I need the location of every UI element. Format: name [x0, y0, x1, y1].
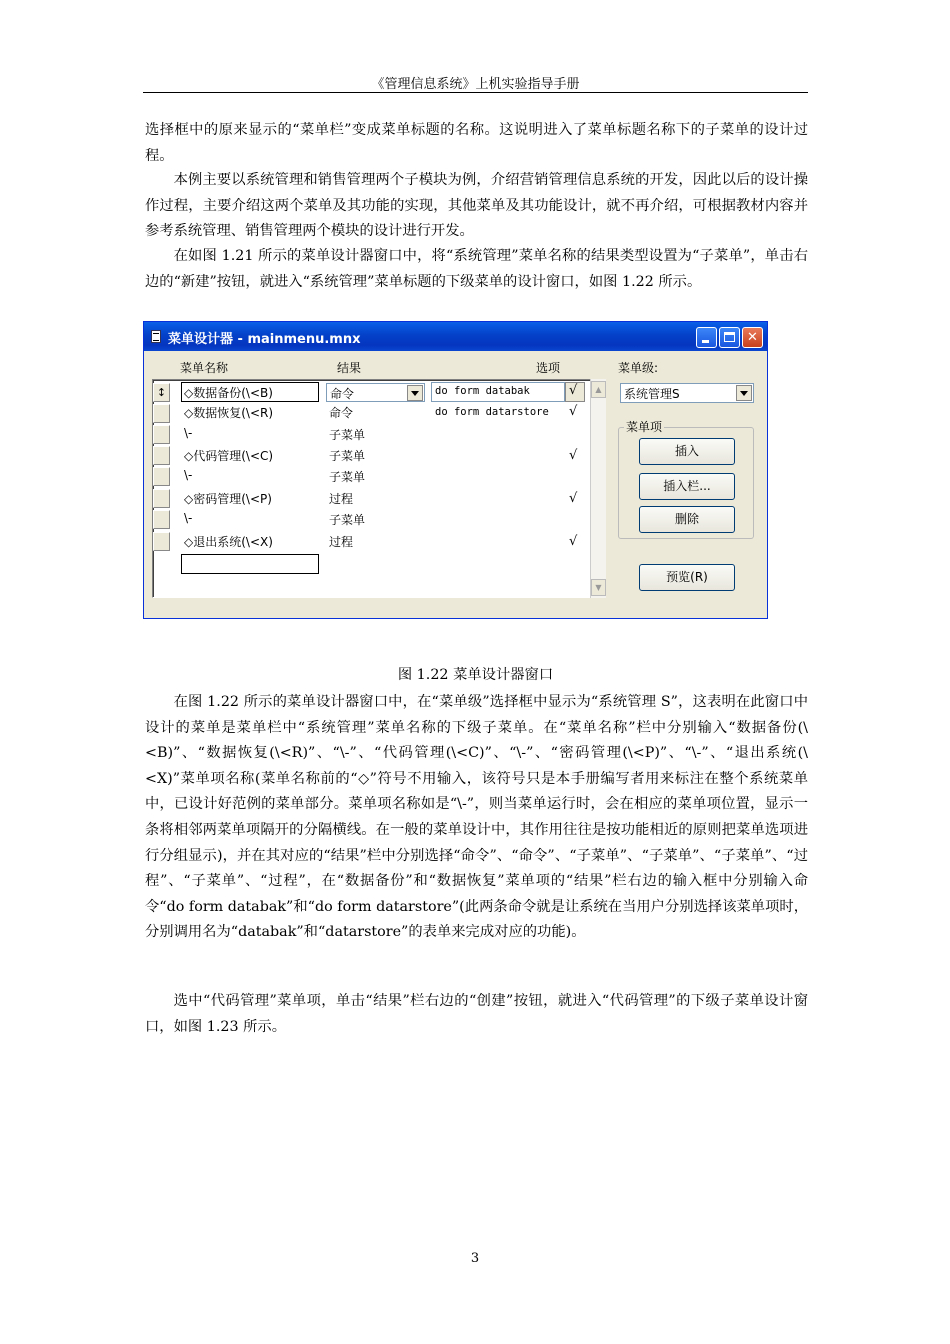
- page-header: 《管理信息系统》上机实验指导手册: [371, 77, 580, 92]
- row-move-handle[interactable]: [153, 404, 170, 423]
- result-select-value: 命令: [330, 387, 355, 401]
- result-cell[interactable]: 命令: [329, 406, 354, 420]
- options-check: √: [569, 383, 578, 398]
- figure-caption: 图 1.22 菜单设计器窗口: [397, 667, 554, 683]
- options-check: √: [569, 534, 578, 549]
- menu-designer-window: [143, 321, 768, 619]
- menu-level-select[interactable]: [620, 383, 754, 403]
- insert-bar-button[interactable]: 插入栏...: [639, 473, 735, 500]
- command-cell[interactable]: do form datarstore: [435, 406, 549, 418]
- new-menu-name-input[interactable]: [181, 554, 319, 574]
- result-cell[interactable]: 子菜单: [329, 470, 366, 484]
- row-move-handle[interactable]: [153, 532, 170, 551]
- row-move-handle[interactable]: [153, 489, 170, 508]
- paragraph-4: 在图 1.22 所示的菜单设计器窗口中，在“菜单级”选择框中显示为“系统管理 S”，这表明在此窗口中设计的菜单是菜单栏中“系统管理”菜单名称的下级子菜单。在“菜单名称”栏中分别输入“数据备份(\<B)”、“数据恢复(\<R)”、“\-”、“代码管理(\<C)”、“\-”、“密码管理(\<P)”、“\-”、“退出系统(\<X)”菜单项名称(菜单名称前的“◇”符号不用输入，该符号只是本手册编写者用来标注在整个系统菜单中，已设计好范例的菜单部分。菜单项名称如是“\-”，则当菜单运行时，会在相应的菜单项位置，显示一条将相邻两菜单项隔开的分隔横线。在一般的菜单设计中，其作用往往是按功能相近的原则把菜单选项进行分组显示)，并在其对应的“结果”栏中分别选择“命令”、“命令”、“子菜单”、“子菜单”、“子菜单”、“过程”、“子菜单”、“过程”，在“数据备份”和“数据恢复”菜单项的“结果”栏右边的输入框中分别输入命令“do form databak”和“do form datarstore”(此两条命令就是让系统在当用户分别选择该菜单项时，分别调用名为“databak”和“datarstore”的表单来完成对应的功能)。: [145, 694, 808, 941]
- command-value: do form databak: [435, 385, 530, 397]
- paragraph-2: 本例主要以系统管理和销售管理两个子模块为例，介绍营销管理信息系统的开发，因此以后的设计操作过程，主要介绍这两个菜单及其功能的实现，其他菜单及其功能设计，就不再介绍，可根据教材内容并参考系统管理、销售管理两个模块的设计进行开发。: [145, 172, 808, 240]
- options-check: √: [569, 448, 578, 463]
- menu-name-cell[interactable]: ◇退出系统(\<X): [184, 535, 273, 549]
- window-title: 菜单设计器 - mainmenu.mnx: [168, 332, 361, 347]
- delete-button[interactable]: 删除: [639, 506, 735, 533]
- scroll-up-icon[interactable]: ▲: [591, 381, 606, 398]
- close-button[interactable]: [742, 327, 763, 348]
- minimize-button[interactable]: [696, 327, 717, 348]
- menu-name-cell[interactable]: ◇密码管理(\<P): [184, 492, 272, 506]
- menu-name-cell[interactable]: ◇数据恢复(\<R): [184, 406, 274, 420]
- title-bar[interactable]: [144, 322, 767, 351]
- insert-button[interactable]: 插入: [639, 438, 735, 465]
- result-cell[interactable]: 子菜单: [329, 449, 366, 463]
- maximize-button[interactable]: [719, 327, 740, 348]
- options-check: √: [569, 491, 578, 506]
- options-check: √: [569, 404, 578, 419]
- col-header-name: 菜单名称: [180, 361, 229, 375]
- page-number: 3: [470, 1251, 480, 1266]
- paragraph-5: 选中“代码管理”菜单项，单击“结果”栏右边的“创建”按钮，就进入“代码管理”的下级子菜单设计窗口，如图 1.23 所示。: [145, 993, 808, 1035]
- menu-level-label: 菜单级:: [618, 361, 659, 375]
- preview-button[interactable]: 预览(R): [639, 564, 735, 591]
- col-header-options: 选项: [536, 361, 561, 375]
- menu-name-cell[interactable]: ◇代码管理(\<C): [184, 449, 274, 463]
- app-icon: [151, 330, 161, 343]
- result-select[interactable]: [326, 383, 425, 402]
- result-cell[interactable]: 过程: [329, 492, 354, 506]
- menu-item-group-label: 菜单项: [626, 420, 663, 434]
- close-icon: ✕: [747, 330, 758, 345]
- dropdown-arrow-icon[interactable]: [407, 385, 423, 401]
- menu-name-cell[interactable]: \-: [184, 468, 193, 482]
- row-move-handle[interactable]: [153, 425, 170, 444]
- maximize-icon: [724, 332, 735, 342]
- scroll-down-icon[interactable]: ▼: [591, 579, 606, 596]
- header-rule: [143, 92, 808, 93]
- grid-scrollbar[interactable]: [590, 379, 606, 598]
- menu-name-cell: ◇数据备份(\<B): [184, 386, 273, 400]
- menu-name-cell[interactable]: \-: [184, 426, 193, 440]
- menu-name-cell[interactable]: \-: [184, 511, 193, 525]
- row-move-handle[interactable]: [153, 467, 170, 486]
- row-move-handle[interactable]: [153, 446, 170, 465]
- move-handle-icon: ↕: [156, 386, 167, 399]
- paragraph-3: 在如图 1.21 所示的菜单设计器窗口中，将“系统管理”菜单名称的结果类型设置为“子菜单”，单击右边的“新建”按钮，就进入“系统管理”菜单标题的下级菜单的设计窗口，如图 1.22 所示。: [145, 248, 808, 290]
- row-move-handle[interactable]: [153, 510, 170, 529]
- menu-level-value: 系统管理S: [624, 387, 680, 401]
- minimize-icon: [702, 340, 709, 343]
- result-cell[interactable]: 子菜单: [329, 428, 366, 442]
- row-move-handle[interactable]: [153, 383, 170, 402]
- result-cell[interactable]: 过程: [329, 535, 354, 549]
- paragraph-1: 选择框中的原来显示的“菜单栏”变成菜单标题的名称。这说明进入了菜单标题名称下的子菜单的设计过程。: [145, 122, 808, 164]
- result-cell[interactable]: 子菜单: [329, 513, 366, 527]
- col-header-result: 结果: [337, 361, 362, 375]
- dropdown-arrow-icon[interactable]: [736, 385, 752, 401]
